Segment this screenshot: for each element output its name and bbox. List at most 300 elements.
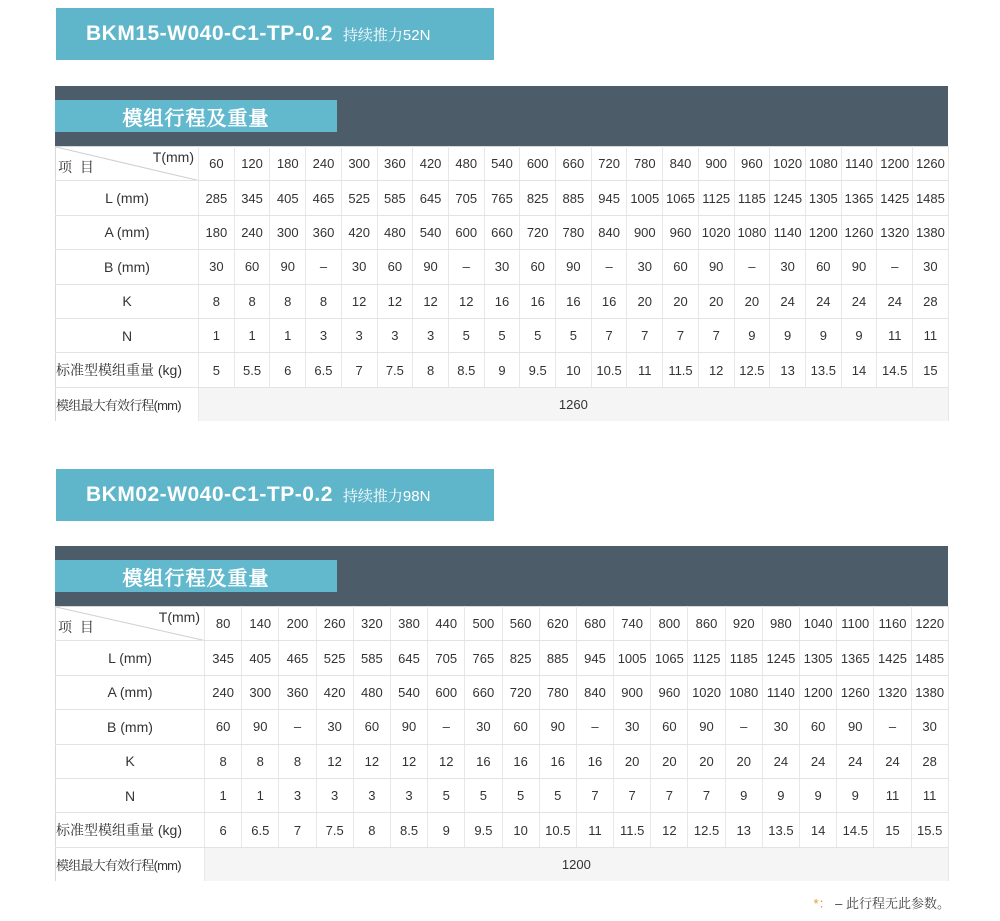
value-cell: 5 <box>556 318 592 352</box>
value-cell: 345 <box>205 641 242 675</box>
value-cell: 8.5 <box>390 813 427 847</box>
t-value-cell: 860 <box>688 607 725 641</box>
value-cell: 9.5 <box>520 353 556 387</box>
t-value-cell: 620 <box>539 607 576 641</box>
value-cell: 3 <box>316 778 353 812</box>
row-label: B (mm) <box>56 710 205 744</box>
row-label: A (mm) <box>56 215 199 249</box>
value-cell: 720 <box>520 215 556 249</box>
t-value-cell: 780 <box>627 147 663 181</box>
footnote <box>813 893 950 912</box>
value-cell: 7 <box>651 778 688 812</box>
row-label: K <box>56 744 205 778</box>
value-cell: 30 <box>465 710 502 744</box>
value-cell: 8 <box>199 284 235 318</box>
t-value-cell: 320 <box>353 607 390 641</box>
value-cell: 825 <box>520 181 556 215</box>
header-row <box>56 607 949 641</box>
value-cell: 1485 <box>911 641 948 675</box>
value-cell: 885 <box>539 641 576 675</box>
banner-label: 模组行程及重量 <box>55 560 337 592</box>
table-row <box>56 284 949 318</box>
value-cell: 14.5 <box>837 813 874 847</box>
value-cell: 60 <box>663 250 699 284</box>
value-cell: 3 <box>341 318 377 352</box>
spec-table <box>55 606 949 881</box>
t-value-cell: 1160 <box>874 607 911 641</box>
table-row <box>56 813 949 847</box>
value-cell: 1320 <box>874 675 911 709</box>
value-cell: 7 <box>698 318 734 352</box>
value-cell: 1200 <box>805 215 841 249</box>
value-cell: 1125 <box>688 641 725 675</box>
t-value-cell: 900 <box>698 147 734 181</box>
value-cell: 1245 <box>762 641 799 675</box>
value-cell: 960 <box>663 215 699 249</box>
table-row <box>56 353 949 387</box>
t-value-cell: 440 <box>428 607 465 641</box>
value-cell: 7 <box>663 318 699 352</box>
value-cell: 60 <box>205 710 242 744</box>
value-cell: 9 <box>805 318 841 352</box>
value-cell: 90 <box>556 250 592 284</box>
value-cell: 12 <box>448 284 484 318</box>
value-cell: 840 <box>591 215 627 249</box>
value-cell: 5 <box>448 318 484 352</box>
value-cell: 10.5 <box>539 813 576 847</box>
value-cell: 1185 <box>725 641 762 675</box>
value-cell: 585 <box>353 641 390 675</box>
value-cell: 11 <box>913 318 949 352</box>
value-cell: 24 <box>770 284 806 318</box>
corner-cell <box>56 607 205 641</box>
value-cell: 780 <box>556 215 592 249</box>
t-value-cell: 680 <box>576 607 613 641</box>
value-cell: 8 <box>270 284 306 318</box>
max-stroke-value: 1200 <box>205 847 949 881</box>
value-cell: 825 <box>502 641 539 675</box>
value-cell: 12 <box>353 744 390 778</box>
value-cell: 7 <box>627 318 663 352</box>
value-cell: 6 <box>270 353 306 387</box>
value-cell: 240 <box>234 215 270 249</box>
value-cell: 405 <box>270 181 306 215</box>
value-cell: 9 <box>770 318 806 352</box>
value-cell: 9.5 <box>465 813 502 847</box>
table-row <box>56 181 949 215</box>
value-cell: 345 <box>234 181 270 215</box>
t-value-cell: 1040 <box>800 607 837 641</box>
value-cell: 60 <box>502 710 539 744</box>
value-cell: 30 <box>913 250 949 284</box>
value-cell: 13.5 <box>805 353 841 387</box>
value-cell: 1200 <box>800 675 837 709</box>
footnote-text: – 此行程无此参数。 <box>835 896 950 911</box>
value-cell: 16 <box>502 744 539 778</box>
value-cell: 1 <box>234 318 270 352</box>
value-cell: 645 <box>413 181 449 215</box>
value-cell: 15 <box>874 813 911 847</box>
value-cell: 525 <box>341 181 377 215</box>
table-row <box>56 641 949 675</box>
value-cell: 9 <box>841 318 877 352</box>
value-cell: 24 <box>762 744 799 778</box>
model-title-2 <box>56 469 494 521</box>
row-label: N <box>56 318 199 352</box>
value-cell: 7 <box>591 318 627 352</box>
value-cell: 540 <box>413 215 449 249</box>
value-cell: 8 <box>353 813 390 847</box>
value-cell: 6.5 <box>242 813 279 847</box>
value-cell: – <box>725 710 762 744</box>
t-value-cell: 720 <box>591 147 627 181</box>
t-value-cell: 380 <box>390 607 427 641</box>
value-cell: 1260 <box>837 675 874 709</box>
value-cell: 1065 <box>651 641 688 675</box>
value-cell: 1380 <box>913 215 949 249</box>
t-value-cell: 500 <box>465 607 502 641</box>
value-cell: 5 <box>428 778 465 812</box>
table-row <box>56 778 949 812</box>
value-cell: 300 <box>270 215 306 249</box>
value-cell: 8 <box>413 353 449 387</box>
value-cell: 20 <box>698 284 734 318</box>
t-value-cell: 140 <box>242 607 279 641</box>
model-name: BKM02-W040-C1-TP-0.2 <box>86 483 333 506</box>
value-cell: 900 <box>627 215 663 249</box>
value-cell: – <box>306 250 342 284</box>
value-cell: 15.5 <box>911 813 948 847</box>
value-cell: 480 <box>377 215 413 249</box>
row-label: K <box>56 284 199 318</box>
value-cell: 540 <box>390 675 427 709</box>
value-cell: 1 <box>205 778 242 812</box>
value-cell: – <box>877 250 913 284</box>
t-value-cell: 740 <box>614 607 651 641</box>
value-cell: 20 <box>725 744 762 778</box>
section-banner <box>55 86 948 146</box>
value-cell: 1065 <box>663 181 699 215</box>
value-cell: – <box>591 250 627 284</box>
value-cell: 945 <box>576 641 613 675</box>
value-cell: 11 <box>877 318 913 352</box>
value-cell: 1020 <box>698 215 734 249</box>
table-row <box>56 318 949 352</box>
row-label: L (mm) <box>56 181 199 215</box>
value-cell: 60 <box>651 710 688 744</box>
value-cell: 60 <box>805 250 841 284</box>
max-stroke-label: 模组最大有效行程(mm) <box>56 387 199 421</box>
value-cell: 840 <box>576 675 613 709</box>
t-value-cell: 1080 <box>805 147 841 181</box>
t-value-cell: 1020 <box>770 147 806 181</box>
value-cell: 90 <box>539 710 576 744</box>
value-cell: 12 <box>698 353 734 387</box>
value-cell: 28 <box>913 284 949 318</box>
value-cell: 8 <box>279 744 316 778</box>
value-cell: 5 <box>502 778 539 812</box>
value-cell: 30 <box>199 250 235 284</box>
value-cell: 60 <box>353 710 390 744</box>
value-cell: 20 <box>614 744 651 778</box>
value-cell: 1140 <box>770 215 806 249</box>
value-cell: 13.5 <box>762 813 799 847</box>
value-cell: 60 <box>800 710 837 744</box>
spec-section-1 <box>55 86 948 421</box>
value-cell: – <box>428 710 465 744</box>
value-cell: 11 <box>576 813 613 847</box>
value-cell: 780 <box>539 675 576 709</box>
value-cell: 12 <box>390 744 427 778</box>
value-cell: 90 <box>841 250 877 284</box>
value-cell: 16 <box>576 744 613 778</box>
t-value-cell: 600 <box>520 147 556 181</box>
value-cell: 30 <box>770 250 806 284</box>
value-cell: 180 <box>199 215 235 249</box>
value-cell: 7.5 <box>377 353 413 387</box>
value-cell: 16 <box>465 744 502 778</box>
corner-bottom-label: 项 目 <box>58 159 96 176</box>
value-cell: 945 <box>591 181 627 215</box>
value-cell: 660 <box>465 675 502 709</box>
header-row <box>56 147 949 181</box>
t-value-cell: 120 <box>234 147 270 181</box>
footnote-star: *： <box>813 896 832 911</box>
value-cell: 420 <box>316 675 353 709</box>
value-cell: 885 <box>556 181 592 215</box>
value-cell: 14.5 <box>877 353 913 387</box>
banner-label: 模组行程及重量 <box>55 100 337 132</box>
value-cell: 8 <box>306 284 342 318</box>
value-cell: 3 <box>306 318 342 352</box>
value-cell: – <box>448 250 484 284</box>
model-force: 持续推力52N <box>342 26 431 44</box>
value-cell: 1 <box>270 318 306 352</box>
value-cell: 16 <box>484 284 520 318</box>
value-cell: 705 <box>428 641 465 675</box>
value-cell: 9 <box>800 778 837 812</box>
value-cell: 705 <box>448 181 484 215</box>
section-banner <box>55 546 948 606</box>
value-cell: 16 <box>520 284 556 318</box>
value-cell: 900 <box>614 675 651 709</box>
value-cell: 5 <box>520 318 556 352</box>
value-cell: 12 <box>651 813 688 847</box>
value-cell: 6.5 <box>306 353 342 387</box>
value-cell: 1 <box>199 318 235 352</box>
corner-top-label: T(mm) <box>152 149 194 165</box>
value-cell: 8.5 <box>448 353 484 387</box>
value-cell: 8 <box>205 744 242 778</box>
value-cell: 405 <box>242 641 279 675</box>
value-cell: – <box>576 710 613 744</box>
value-cell: 24 <box>800 744 837 778</box>
table-row <box>56 744 949 778</box>
value-cell: 20 <box>627 284 663 318</box>
t-value-cell: 300 <box>341 147 377 181</box>
value-cell: 420 <box>341 215 377 249</box>
value-cell: 12 <box>316 744 353 778</box>
value-cell: 360 <box>279 675 316 709</box>
value-cell: 465 <box>279 641 316 675</box>
model-name: BKM15-W040-C1-TP-0.2 <box>86 22 333 45</box>
value-cell: 1365 <box>837 641 874 675</box>
t-value-cell: 260 <box>316 607 353 641</box>
corner-top-label: T(mm) <box>158 609 200 625</box>
value-cell: 90 <box>270 250 306 284</box>
value-cell: 20 <box>651 744 688 778</box>
value-cell: 30 <box>762 710 799 744</box>
value-cell: 7 <box>341 353 377 387</box>
value-cell: 7 <box>576 778 613 812</box>
t-value-cell: 360 <box>377 147 413 181</box>
value-cell: 3 <box>413 318 449 352</box>
value-cell: 12 <box>341 284 377 318</box>
value-cell: 585 <box>377 181 413 215</box>
spec-table <box>55 146 949 421</box>
value-cell: 7 <box>279 813 316 847</box>
value-cell: 1020 <box>688 675 725 709</box>
value-cell: 10 <box>556 353 592 387</box>
value-cell: 12 <box>377 284 413 318</box>
max-stroke-label: 模组最大有效行程(mm) <box>56 847 205 881</box>
value-cell: 9 <box>837 778 874 812</box>
value-cell: 10 <box>502 813 539 847</box>
value-cell: 20 <box>688 744 725 778</box>
value-cell: 60 <box>234 250 270 284</box>
t-value-cell: 180 <box>270 147 306 181</box>
value-cell: – <box>279 710 316 744</box>
value-cell: 30 <box>911 710 948 744</box>
value-cell: 1005 <box>614 641 651 675</box>
value-cell: 600 <box>428 675 465 709</box>
row-label: 标准型模组重量 (kg) <box>56 813 205 847</box>
t-value-cell: 60 <box>199 147 235 181</box>
value-cell: 765 <box>465 641 502 675</box>
value-cell: 8 <box>234 284 270 318</box>
value-cell: 16 <box>591 284 627 318</box>
value-cell: 11 <box>627 353 663 387</box>
value-cell: 1245 <box>770 181 806 215</box>
table-row <box>56 250 949 284</box>
value-cell: – <box>874 710 911 744</box>
value-cell: 660 <box>484 215 520 249</box>
value-cell: 30 <box>341 250 377 284</box>
value-cell: 5 <box>199 353 235 387</box>
value-cell: 360 <box>306 215 342 249</box>
table-row <box>56 215 949 249</box>
value-cell: 9 <box>725 778 762 812</box>
model-force: 持续推力98N <box>342 487 431 505</box>
value-cell: 90 <box>837 710 874 744</box>
value-cell: 525 <box>316 641 353 675</box>
value-cell: 3 <box>377 318 413 352</box>
t-value-cell: 800 <box>651 607 688 641</box>
t-value-cell: 200 <box>279 607 316 641</box>
value-cell: 765 <box>484 181 520 215</box>
value-cell: 1140 <box>762 675 799 709</box>
value-cell: 5 <box>465 778 502 812</box>
value-cell: 645 <box>390 641 427 675</box>
value-cell: 16 <box>539 744 576 778</box>
value-cell: 1425 <box>874 641 911 675</box>
t-value-cell: 1140 <box>841 147 877 181</box>
value-cell: 5 <box>484 318 520 352</box>
value-cell: 285 <box>199 181 235 215</box>
table-row <box>56 675 949 709</box>
value-cell: 600 <box>448 215 484 249</box>
value-cell: 6 <box>205 813 242 847</box>
value-cell: 1305 <box>800 641 837 675</box>
value-cell: 20 <box>734 284 770 318</box>
value-cell: 24 <box>874 744 911 778</box>
model-title-1 <box>56 8 494 60</box>
value-cell: 11 <box>911 778 948 812</box>
value-cell: 1125 <box>698 181 734 215</box>
value-cell: 15 <box>913 353 949 387</box>
max-stroke-row <box>56 387 949 421</box>
value-cell: 9 <box>484 353 520 387</box>
value-cell: 7 <box>614 778 651 812</box>
max-stroke-row <box>56 847 949 881</box>
value-cell: 960 <box>651 675 688 709</box>
t-value-cell: 920 <box>725 607 762 641</box>
value-cell: 90 <box>390 710 427 744</box>
t-value-cell: 560 <box>502 607 539 641</box>
value-cell: 1485 <box>913 181 949 215</box>
value-cell: 1320 <box>877 215 913 249</box>
value-cell: 1 <box>242 778 279 812</box>
value-cell: 1185 <box>734 181 770 215</box>
value-cell: 90 <box>242 710 279 744</box>
value-cell: 1305 <box>805 181 841 215</box>
t-value-cell: 420 <box>413 147 449 181</box>
value-cell: 90 <box>688 710 725 744</box>
value-cell: 7 <box>688 778 725 812</box>
value-cell: 11.5 <box>663 353 699 387</box>
row-label: N <box>56 778 205 812</box>
table-row <box>56 710 949 744</box>
value-cell: 14 <box>841 353 877 387</box>
value-cell: 9 <box>428 813 465 847</box>
value-cell: 24 <box>837 744 874 778</box>
spec-section-2 <box>55 546 948 881</box>
value-cell: 11 <box>874 778 911 812</box>
value-cell: 30 <box>316 710 353 744</box>
value-cell: 60 <box>520 250 556 284</box>
t-value-cell: 240 <box>306 147 342 181</box>
t-value-cell: 80 <box>205 607 242 641</box>
t-value-cell: 480 <box>448 147 484 181</box>
value-cell: 90 <box>698 250 734 284</box>
value-cell: 24 <box>877 284 913 318</box>
row-label: L (mm) <box>56 641 205 675</box>
value-cell: 5.5 <box>234 353 270 387</box>
value-cell: 1365 <box>841 181 877 215</box>
t-value-cell: 1260 <box>913 147 949 181</box>
value-cell: 28 <box>911 744 948 778</box>
t-value-cell: 840 <box>663 147 699 181</box>
value-cell: 60 <box>377 250 413 284</box>
value-cell: 24 <box>805 284 841 318</box>
value-cell: 1425 <box>877 181 913 215</box>
t-value-cell: 960 <box>734 147 770 181</box>
value-cell: 1380 <box>911 675 948 709</box>
value-cell: – <box>734 250 770 284</box>
t-value-cell: 540 <box>484 147 520 181</box>
value-cell: 9 <box>734 318 770 352</box>
t-value-cell: 1100 <box>837 607 874 641</box>
